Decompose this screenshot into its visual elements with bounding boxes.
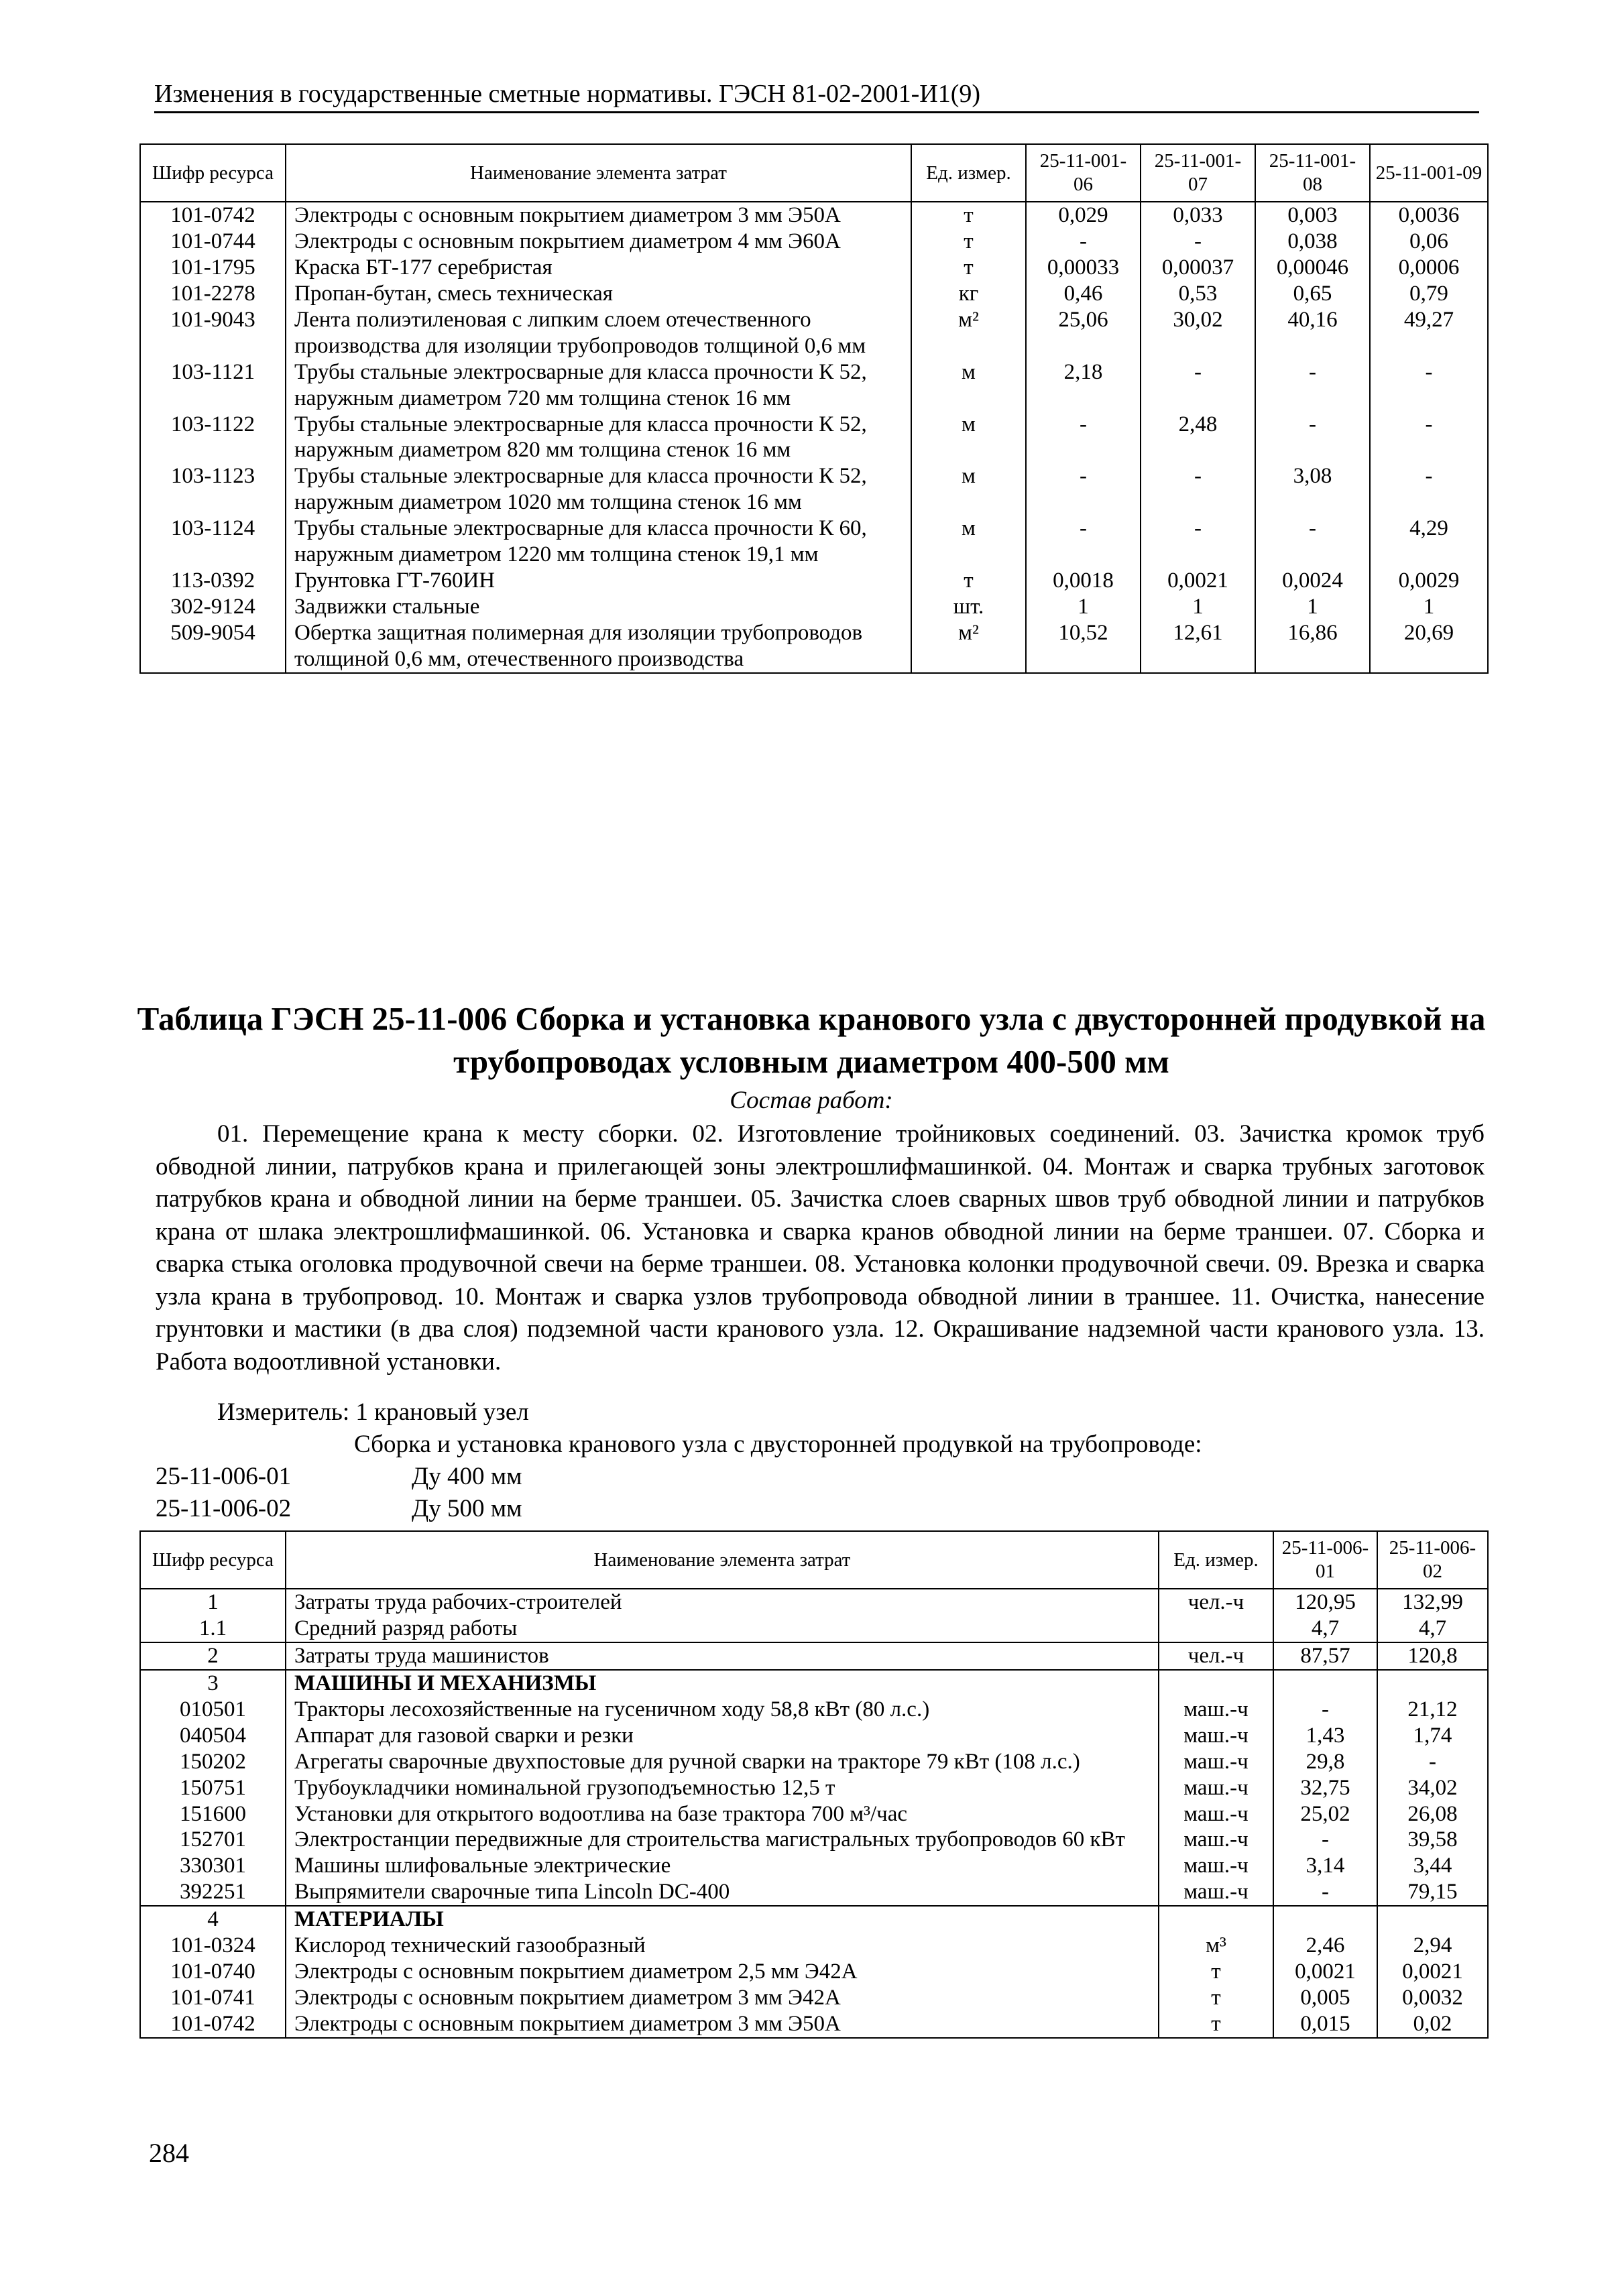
cell-value: - [1255,412,1370,464]
cell-name: Установки для открытого водоотлива на базе трактора 700 м³/час [286,1801,1159,1827]
cell-code: 150202 [140,1749,286,1775]
col-header-norm: 25-11-001-06 [1026,144,1141,202]
cell-unit: кг [911,281,1026,307]
cell-value: 0,02 [1377,2011,1488,2038]
cell-code: 010501 [140,1697,286,1723]
cell-value: 39,58 [1377,1827,1488,1853]
cell-value: 3,44 [1377,1853,1488,1879]
col-header-name: Наименование элемента затрат [286,144,911,202]
cell-value: 1 [1026,594,1141,620]
table-row [140,202,1488,229]
cell-code: 4 [140,1906,286,1933]
cell-unit: т [1159,2011,1273,2038]
cell-value [1273,1906,1377,1933]
cell-value: 120,95 [1273,1589,1377,1616]
cell-code: 150751 [140,1775,286,1801]
cell-name: Трубы стальные электросварные для класса прочности К 52, наружным диаметром 820 мм толщина стенок 16 мм [286,412,911,464]
cell-unit: маш.-ч [1159,1697,1273,1723]
cell-name: Машины шлифовальные электрические [286,1853,1159,1879]
cell-name: Электроды с основным покрытием диаметром 3 мм Э42А [286,1985,1159,2011]
table-row [140,1775,1488,1801]
cell-name: МАТЕРИАЛЫ [286,1906,1159,1933]
cell-value: 25,02 [1273,1801,1377,1827]
cell-value: 0,0021 [1141,568,1255,594]
cell-value: 0,00037 [1141,255,1255,281]
cell-code: 103-1121 [140,359,286,412]
table-row [140,255,1488,281]
cell-name: Трубы стальные электросварные для класса прочности К 52, наружным диаметром 1020 мм толщина стенок 16 мм [286,463,911,516]
table-row [140,1589,1488,1616]
col-header-norm: 25-11-006-02 [1377,1531,1488,1589]
cell-value: 0,53 [1141,281,1255,307]
cell-unit: маш.-ч [1159,1775,1273,1801]
cell-unit: м [911,516,1026,568]
cell-value: 0,0032 [1377,1985,1488,2011]
cell-value: 16,86 [1255,620,1370,673]
cell-value [1377,1906,1488,1933]
page-header: Изменения в государственные сметные нормативы. ГЭСН 81-02-2001-И1(9) [154,79,1479,113]
cell-value [1273,1670,1377,1697]
cell-name: Краска БТ-177 серебристая [286,255,911,281]
table-row [140,568,1488,594]
table-row [140,1723,1488,1749]
cell-value: - [1273,1827,1377,1853]
table-row [140,620,1488,673]
col-header-code: Шифр ресурса [140,144,286,202]
cell-value: 0,0006 [1370,255,1488,281]
cell-value: 2,48 [1141,412,1255,464]
cell-value: 1 [1141,594,1255,620]
cell-unit: м³ [1159,1933,1273,1959]
table-row [140,1933,1488,1959]
cell-code: 103-1123 [140,463,286,516]
cell-value: 40,16 [1255,307,1370,359]
cell-unit: т [911,229,1026,255]
cell-name: Средний разряд работы [286,1616,1159,1642]
cell-value: 0,0024 [1255,568,1370,594]
variant-code: 25-11-006-01 [156,1463,292,1490]
measure-unit: Измеритель: 1 крановый узел [217,1398,529,1426]
cell-code: 103-1124 [140,516,286,568]
cell-unit: маш.-ч [1159,1749,1273,1775]
cell-value: 21,12 [1377,1697,1488,1723]
assembly-caption: Сборка и установка кранового узла с двусторонней продувкой на трубопроводе: [354,1431,1202,1458]
cell-value: 4,7 [1273,1616,1377,1642]
table-row [140,1697,1488,1723]
cell-value: 49,27 [1370,307,1488,359]
col-header-norm: 25-11-001-07 [1141,144,1255,202]
cell-unit: м² [911,307,1026,359]
cell-code: 152701 [140,1827,286,1853]
table-row [140,359,1488,412]
cell-name: Аппарат для газовой сварки и резки [286,1723,1159,1749]
cell-name: Трубы стальные электросварные для класса прочности К 60, наружным диаметром 1220 мм толщина стенок 19,1 мм [286,516,911,568]
col-header-unit: Ед. измер. [911,144,1026,202]
variant-code: 25-11-006-02 [156,1495,292,1522]
cell-code: 101-0742 [140,202,286,229]
page-number: 284 [149,2138,189,2168]
cell-name: Лента полиэтиленовая с липким слоем отечественного производства для изоляции трубопроводов толщиной 0,6 мм [286,307,911,359]
cell-value: 87,57 [1273,1642,1377,1670]
cell-value: 4,7 [1377,1616,1488,1642]
cell-value: 0,46 [1026,281,1141,307]
cell-name: Агрегаты сварочные двухпостовые для ручной сварки на тракторе 79 кВт (108 л.с.) [286,1749,1159,1775]
table-row [140,1853,1488,1879]
table-title: Таблица ГЭСН 25-11-006 Сборка и установка кранового узла с двусторонней продувкой на трубопроводах условным диаметром 400-500 мм [137,1000,1486,1080]
cell-value: 0,038 [1255,229,1370,255]
table-row [140,1801,1488,1827]
cell-unit: шт. [911,594,1026,620]
cell-unit: м [911,463,1026,516]
col-header-name: Наименование элемента затрат [286,1531,1159,1589]
cell-value: - [1026,412,1141,464]
cell-value: 0,79 [1370,281,1488,307]
cell-name: Тракторы лесохозяйственные на гусеничном ходу 58,8 кВт (80 л.с.) [286,1697,1159,1723]
cell-name: Выпрямители сварочные типа Lincoln DC-400 [286,1879,1159,1906]
cell-code: 2 [140,1642,286,1670]
cell-value: 2,18 [1026,359,1141,412]
cell-value: 3,14 [1273,1853,1377,1879]
cell-value: 32,75 [1273,1775,1377,1801]
cell-value: 0,029 [1026,202,1141,229]
cell-unit: маш.-ч [1159,1801,1273,1827]
cell-value: - [1370,412,1488,464]
cell-value: 0,0021 [1273,1959,1377,1985]
cell-value: - [1026,229,1141,255]
cell-name: Электроды с основным покрытием диаметром 2,5 мм Э42А [286,1959,1159,1985]
cell-code: 103-1122 [140,412,286,464]
table-row [140,1906,1488,1933]
cell-value: 29,8 [1273,1749,1377,1775]
cell-value: - [1026,463,1141,516]
cell-value: 132,99 [1377,1589,1488,1616]
table-row [140,1827,1488,1853]
cell-value: - [1273,1697,1377,1723]
cell-unit: т [911,202,1026,229]
cell-value: 0,00046 [1255,255,1370,281]
table-row [140,307,1488,359]
cell-code: 3 [140,1670,286,1697]
cell-value: 0,003 [1255,202,1370,229]
cell-value: - [1141,463,1255,516]
cell-value: - [1255,359,1370,412]
cell-value: - [1377,1749,1488,1775]
resource-table-001 [139,143,1489,674]
cell-value: - [1370,359,1488,412]
cell-value: 1,74 [1377,1723,1488,1749]
cell-name: Электроды с основным покрытием диаметром 3 мм Э50А [286,202,911,229]
cell-name: Задвижки стальные [286,594,911,620]
col-header-norm: 25-11-001-09 [1370,144,1488,202]
table-row [140,463,1488,516]
work-composition-label: Состав работ: [730,1087,893,1114]
col-header-norm: 25-11-006-01 [1273,1531,1377,1589]
col-header-unit: Ед. измер. [1159,1531,1273,1589]
cell-name: Электростанции передвижные для строительства магистральных трубопроводов 60 кВт [286,1827,1159,1853]
table-row [140,1642,1488,1670]
table-row [140,1670,1488,1697]
cell-value: 1 [1255,594,1370,620]
cell-unit [1159,1616,1273,1642]
cell-code: 040504 [140,1723,286,1749]
cell-value: - [1141,229,1255,255]
table-row [140,1616,1488,1642]
cell-value: - [1370,463,1488,516]
table-row [140,281,1488,307]
cell-value: 4,29 [1370,516,1488,568]
cell-value: - [1141,516,1255,568]
table-row [140,1959,1488,1985]
cell-value: 26,08 [1377,1801,1488,1827]
table-row [140,1749,1488,1775]
cell-code: 101-0741 [140,1985,286,2011]
cell-unit: т [911,568,1026,594]
cell-code: 101-0740 [140,1959,286,1985]
cell-unit: маш.-ч [1159,1723,1273,1749]
cell-unit [1159,1906,1273,1933]
cell-code: 101-2278 [140,281,286,307]
cell-code: 101-1795 [140,255,286,281]
table-row [140,1879,1488,1906]
cell-unit: м [911,412,1026,464]
cell-unit: чел.-ч [1159,1589,1273,1616]
cell-unit: маш.-ч [1159,1879,1273,1906]
cell-name: Обертка защитная полимерная для изоляции трубопроводов толщиной 0,6 мм, отечественного производства [286,620,911,673]
table-row [140,2011,1488,2038]
cell-code: 392251 [140,1879,286,1906]
cell-value: 10,52 [1026,620,1141,673]
cell-code: 1 [140,1589,286,1616]
cell-unit: маш.-ч [1159,1827,1273,1853]
cell-value: 0,015 [1273,2011,1377,2038]
cell-value: 0,005 [1273,1985,1377,2011]
cell-unit: чел.-ч [1159,1642,1273,1670]
cell-value: 34,02 [1377,1775,1488,1801]
cell-value: 0,00033 [1026,255,1141,281]
cell-code: 302-9124 [140,594,286,620]
variant-label: Ду 400 мм [412,1463,522,1490]
cell-value: 0,0021 [1377,1959,1488,1985]
cell-code: 330301 [140,1853,286,1879]
work-composition-text: 01. Перемещение крана к месту сборки. 02. Изготовление тройниковых соединений. 03. Зачистка кромок труб обводной линии, патрубков крана и прилегающей зоны электрошлифмашинкой. 04. Монтаж и сварка трубных заготовок патрубков крана и обводной линии на берме траншеи. 05. Зачистка слоев сварных швов труб обводной линии и патрубков крана от шлака электрошлифмашинкой. 06. Установка и сварка кранов обводной линии на берме траншеи. 07. Сборка и сварка стыка оголовка продувочной свечи на берме траншеи. 08. Установка колонки продувочной свечи. 09. Врезка и сварка узла крана в трубопровод. 10. Монтаж и сварка узлов трубопровода обводной линии в траншее. 11. Очистка, нанесение грунтовки и мастики (в два слоя) подземной части кранового узла. 12. Окрашивание надземной части кранового узла. 13. Работа водоотливной установки. [156,1120,1485,1376]
cell-value: 1 [1370,594,1488,620]
table-row [140,1985,1488,2011]
cell-value: 2,94 [1377,1933,1488,1959]
cell-value: 0,033 [1141,202,1255,229]
cell-name: Затраты труда машинистов [286,1642,1159,1670]
cell-name: Грунтовка ГТ-760ИН [286,568,911,594]
cell-name: Пропан-бутан, смесь техническая [286,281,911,307]
cell-value: 79,15 [1377,1879,1488,1906]
col-header-norm: 25-11-001-08 [1255,144,1370,202]
cell-value: 0,65 [1255,281,1370,307]
cell-name: Электроды с основным покрытием диаметром 4 мм Э60А [286,229,911,255]
cell-value: 12,61 [1141,620,1255,673]
cell-name: Кислород технический газообразный [286,1933,1159,1959]
cell-unit: т [1159,1985,1273,2011]
cell-unit: маш.-ч [1159,1853,1273,1879]
cell-value: - [1141,359,1255,412]
cell-code: 1.1 [140,1616,286,1642]
cell-value: 0,0036 [1370,202,1488,229]
cell-name: Трубы стальные электросварные для класса прочности К 52, наружным диаметром 720 мм толщина стенок 16 мм [286,359,911,412]
cell-value: 20,69 [1370,620,1488,673]
col-header-code: Шифр ресурса [140,1531,286,1589]
cell-code: 113-0392 [140,568,286,594]
cell-unit [1159,1670,1273,1697]
cell-value: 1,43 [1273,1723,1377,1749]
cell-value: 2,46 [1273,1933,1377,1959]
cell-name: Трубоукладчики номинальной грузоподъемностью 12,5 т [286,1775,1159,1801]
table-row [140,412,1488,464]
cell-value: 3,08 [1255,463,1370,516]
cell-name: Электроды с основным покрытием диаметром 3 мм Э50А [286,2011,1159,2038]
cell-value [1377,1670,1488,1697]
table-row [140,594,1488,620]
cell-value: 0,0018 [1026,568,1141,594]
cell-code: 509-9054 [140,620,286,673]
cell-value: 25,06 [1026,307,1141,359]
cell-value: - [1273,1879,1377,1906]
cell-unit: т [1159,1959,1273,1985]
cell-unit: м [911,359,1026,412]
resource-table-006 [139,1530,1489,2039]
cell-value: - [1255,516,1370,568]
cell-code: 101-9043 [140,307,286,359]
cell-unit: т [911,255,1026,281]
cell-name: Затраты труда рабочих-строителей [286,1589,1159,1616]
cell-name: МАШИНЫ И МЕХАНИЗМЫ [286,1670,1159,1697]
cell-value: 0,06 [1370,229,1488,255]
cell-code: 101-0744 [140,229,286,255]
cell-code: 101-0742 [140,2011,286,2038]
table-row [140,516,1488,568]
cell-value: 30,02 [1141,307,1255,359]
cell-code: 151600 [140,1801,286,1827]
cell-value: - [1026,516,1141,568]
cell-value: 0,0029 [1370,568,1488,594]
cell-unit: м² [911,620,1026,673]
table-row [140,229,1488,255]
variant-label: Ду 500 мм [412,1495,522,1522]
cell-code: 101-0324 [140,1933,286,1959]
cell-value: 120,8 [1377,1642,1488,1670]
